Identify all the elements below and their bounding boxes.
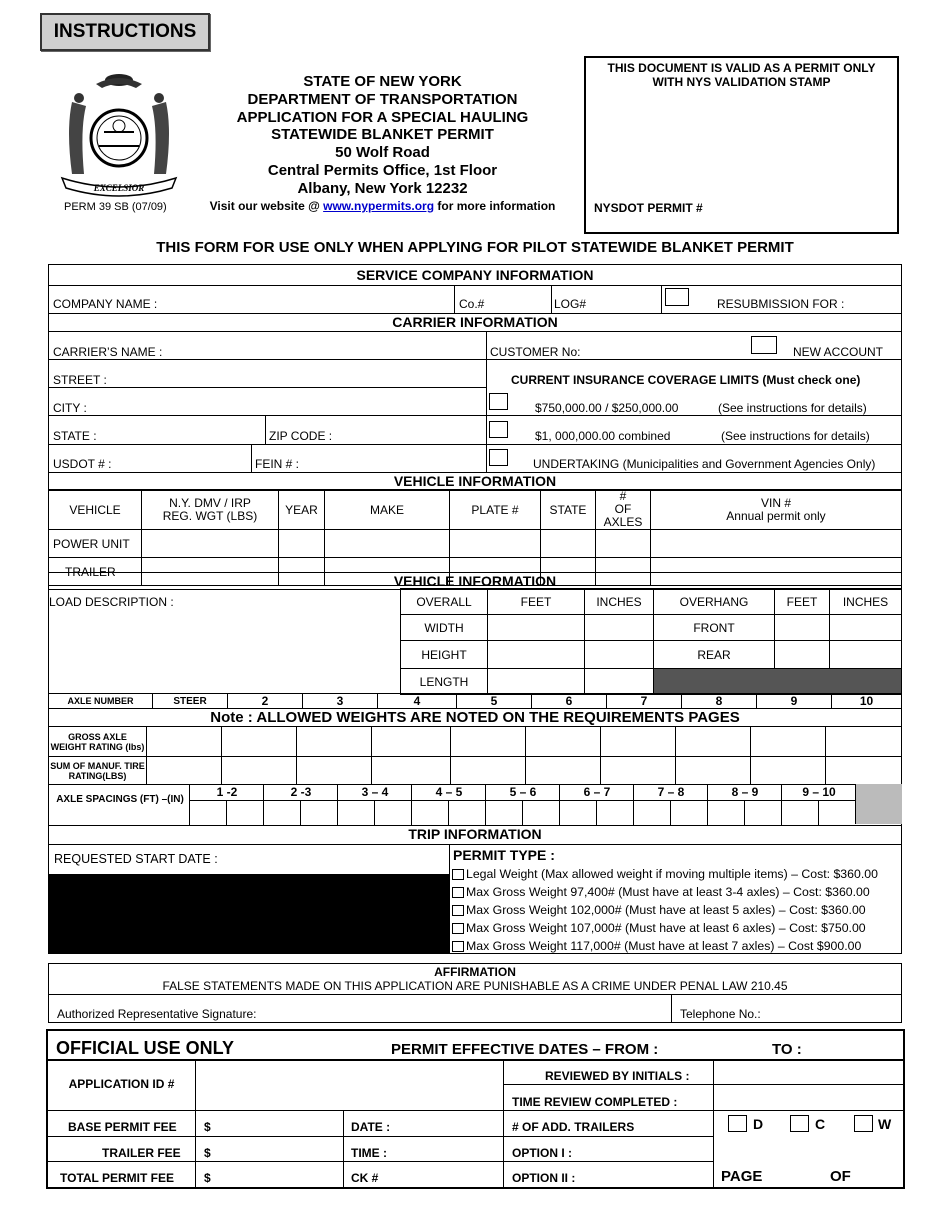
form-id: PERM 39 SB (07/09) [64,201,167,213]
header-line: Central Permits Office, 1st Floor [267,161,498,179]
option-checkbox[interactable] [452,887,464,898]
option-checkbox[interactable] [452,905,464,916]
website-link[interactable]: www.nypermits.org [323,199,435,213]
axle-spacing-ft[interactable] [559,800,597,825]
axle-spacing-ft[interactable] [485,800,523,825]
permit-option[interactable]: Max Gross Weight 102,000# (Must have at least 5 axles) – Cost: $360.00 [452,901,878,919]
undertaking-checkbox[interactable] [489,449,508,466]
permit-stamp-box: THIS DOCUMENT IS VALID AS A PERMIT ONLY WITH NYS VALIDATION STAMP NYSDOT PERMIT # [584,56,899,234]
option-checkbox[interactable] [452,869,464,880]
vehicle-table: VEHICLE N.Y. DMV / IRP REG. WGT (LBS) YEAR MAKE PLATE # STATE # OF AXLES VIN # Annual permit only POWER UNIT TRAILER [48,489,902,586]
telephone-field[interactable]: Telephone No.: [680,1007,761,1021]
c-checkbox[interactable] [790,1115,809,1132]
resubmission-checkbox[interactable] [665,288,689,306]
nys-seal-logo [52,70,187,202]
signature-field[interactable]: Authorized Representative Signature: [57,1007,257,1021]
new-account-checkbox[interactable] [751,336,777,354]
load-block: LOAD DESCRIPTION : OVERALL FEET INCHES OVERHANG FEET INCHES WIDTH FRONT HEIGHT REAR LENGTH [49,589,901,693]
page-title [200,73,565,198]
axle-spacing-in[interactable] [522,800,560,825]
header-line: STATE OF NEW YORK [303,73,462,90]
axle-spacing-in[interactable] [374,800,412,825]
insurance-1m-checkbox[interactable] [489,421,508,438]
axle-spacing-in[interactable] [448,800,486,825]
permit-option[interactable]: Max Gross Weight 117,000# (Must have at least 7 axles) – Cost $900.00 [452,937,878,955]
permit-number-label: NYSDOT PERMIT # [594,201,703,215]
axle-spacing-in[interactable] [818,800,856,825]
section-carrier: CARRIER INFORMATION [49,313,901,332]
axle-spacing-in[interactable] [226,800,264,825]
start-date-label: REQUESTED START DATE : [54,852,218,866]
axle-spacing-filler [855,784,902,824]
section-vehicle: VEHICLE INFORMATION [49,472,901,491]
header-line: STATEWIDE BLANKET PERMIT [271,126,494,144]
axle-spacing-label: 4 – 5 [411,784,486,800]
permit-option[interactable]: Max Gross Weight 97,400# (Must have at least 3-4 axles) – Cost: $360.00 [452,883,878,901]
d-checkbox[interactable] [728,1115,747,1132]
svg-text:EXCELSIOR: EXCELSIOR [93,183,145,193]
axle-spacing-in[interactable] [300,800,338,825]
axle-spacing-label: 6 – 7 [559,784,634,800]
trip-section: TRIP INFORMATION REQUESTED START DATE : PERMIT TYPE : Legal Weight (Max allowed weight if moving multiple items) – Cost: $360.00 Max Gross Weight 97,400# (Must have at least 3-4 axles) – Cost: $360.00 Max Gross Weight 102,000# (Must have at least 5 axles) – Cost: $360.00 Max Gross Weight 107,000# (Must have at least 6 axles) – Cost: $750.00 Max Gross Weight 117,000# (Must have at least 7 axles) – Cost $900.00 [48,824,902,954]
table-row: POWER UNIT [49,530,902,558]
axle-spacings: AXLE SPACINGS (FT) –(IN) 1 -2 2 -3 3 – 4 4 – 5 5 – 6 6 – 7 7 – 8 8 – 9 9 – 10 [49,784,901,824]
permit-option[interactable]: Legal Weight (Max allowed weight if moving multiple items) – Cost: $360.00 [452,865,878,883]
axle-spacing-ft[interactable] [707,800,745,825]
section-service: SERVICE COMPANY INFORMATION [49,265,901,286]
axle-spacing-label: 2 -3 [263,784,338,800]
form-title: THIS FORM FOR USE ONLY WHEN APPLYING FOR PILOT STATEWIDE BLANKET PERMIT [156,239,794,256]
affirmation-section: AFFIRMATION FALSE STATEMENTS MADE ON THIS APPLICATION ARE PUNISHABLE AS A CRIME UNDER PENAL LAW 210.45 Authorized Representative Signature: Telephone No.: [48,963,902,1023]
company-name-field[interactable] [454,285,455,313]
main-form: SERVICE COMPANY INFORMATION COMPANY NAME : Co.# LOG# RESUBMISSION FOR : CARRIER INFORMATION CARRIER’S NAME : CUSTOMER No: NEW ACCOUNT STREET : CURRENT INSURANCE COVERAGE LIMITS (Must check one) CITY : $750,000.00 / $250,000.00 (See instructions for details) STATE : ZIP CODE : $1, 000,000.00 combined (See instructions for details) USDOT # : FEIN # : UNDERTAKING (Municipalities and Government Agencies Only) VEHICLE INFORMATION VEHICLE N.Y. DMV / IRP REG. WGT (LBS) YEAR MAKE PLATE # STATE # OF AXLES VIN # Annual permit only POWER UNIT TRAILER VEHICLE INFORMATION LOAD DESCRIPTION : OVERALL FEET INCHES OVERHANG FEET INCHES WIDTH FRONT HEIGHT REAR LENGTH AXLE NUMBER STEER 2 3 4 5 6 7 8 9 10 Note : ALLOWED WEIGHTS ARE NOTED ON THE REQUIREMENTS PAGES GROSS AXLE WEIGHT RATING (lbs) SUM OF MANUF. TIRE RATING(LBS) AXLE SPACINGS (FT) –(IN) 1 -2 2 -3 3 – 4 4 – 5 5 – 6 6 – 7 7 – 8 8 – 9 9 – 10 [48,264,902,826]
axle-spacing-ft[interactable] [633,800,671,825]
website-line: Visit our website @ www.nypermits.org for more information [209,199,556,213]
axle-spacing-ft[interactable] [337,800,375,825]
option-checkbox[interactable] [452,923,464,934]
axle-spacing-ft[interactable] [263,800,301,825]
axle-spacing-label: 3 – 4 [337,784,412,800]
instructions-button[interactable]: INSTRUCTIONS [40,13,210,51]
permit-type-options [452,865,878,955]
official-use-section: OFFICIAL USE ONLY PERMIT EFFECTIVE DATES – FROM : TO : APPLICATION ID # REVIEWED BY INITIALS : TIME REVIEW COMPLETED : BASE PERMIT FEE TRAILER FEE TOTAL PERMIT FEE $ $ $ DATE : TIME : CK # # OF ADD. TRAILERS OPTION I : OPTION II : D C W PAGE OF [46,1029,905,1189]
axle-table: AXLE NUMBER STEER 2 3 4 5 6 7 8 9 10 [48,693,902,709]
axle-spacing-in[interactable] [744,800,782,825]
header-line: Albany, New York 12232 [297,179,468,197]
weights-note: Note : ALLOWED WEIGHTS ARE NOTED ON THE REQUIREMENTS PAGES [49,709,901,727]
option-checkbox[interactable] [452,941,464,952]
w-checkbox[interactable] [854,1115,873,1132]
service-row: COMPANY NAME : Co.# LOG# RESUBMISSION FOR : [49,285,901,314]
axle-spacing-in[interactable] [670,800,708,825]
table-row: TRAILER [49,558,902,586]
permit-option[interactable]: Max Gross Weight 107,000# (Must have at least 6 axles) – Cost: $750.00 [452,919,878,937]
redacted-area [49,874,449,953]
axle-spacing-label: 1 -2 [189,784,264,800]
axle-spacing-label: 9 – 10 [781,784,856,800]
header-line: APPLICATION FOR A SPECIAL HAULING [236,108,529,126]
carrier-block: CARRIER’S NAME : CUSTOMER No: NEW ACCOUNT STREET : CURRENT INSURANCE COVERAGE LIMITS (Must check one) CITY : $750,000.00 / $250,000.00 (See instructions for details) STATE : ZIP CODE : $1, 000,000.00 combined (See instructions for details) USDOT # : FEIN # : UNDERTAKING (Municipalities and Government Agencies Only) [49,331,901,472]
section-load: VEHICLE INFORMATION [49,572,901,590]
axle-spacing-in[interactable] [596,800,634,825]
axle-spacing-label: 7 – 8 [633,784,708,800]
header-line: 50 Wolf Road [335,144,430,162]
insurance-750k-checkbox[interactable] [489,393,508,410]
axle-spacing-label: 8 – 9 [707,784,782,800]
header-line: DEPARTMENT OF TRANSPORTATION [247,90,518,108]
axle-spacing-label: 5 – 6 [485,784,560,800]
axle-spacing-ft[interactable] [189,800,227,825]
axle-spacing-ft[interactable] [781,800,819,825]
axle-spacing-ft[interactable] [411,800,449,825]
